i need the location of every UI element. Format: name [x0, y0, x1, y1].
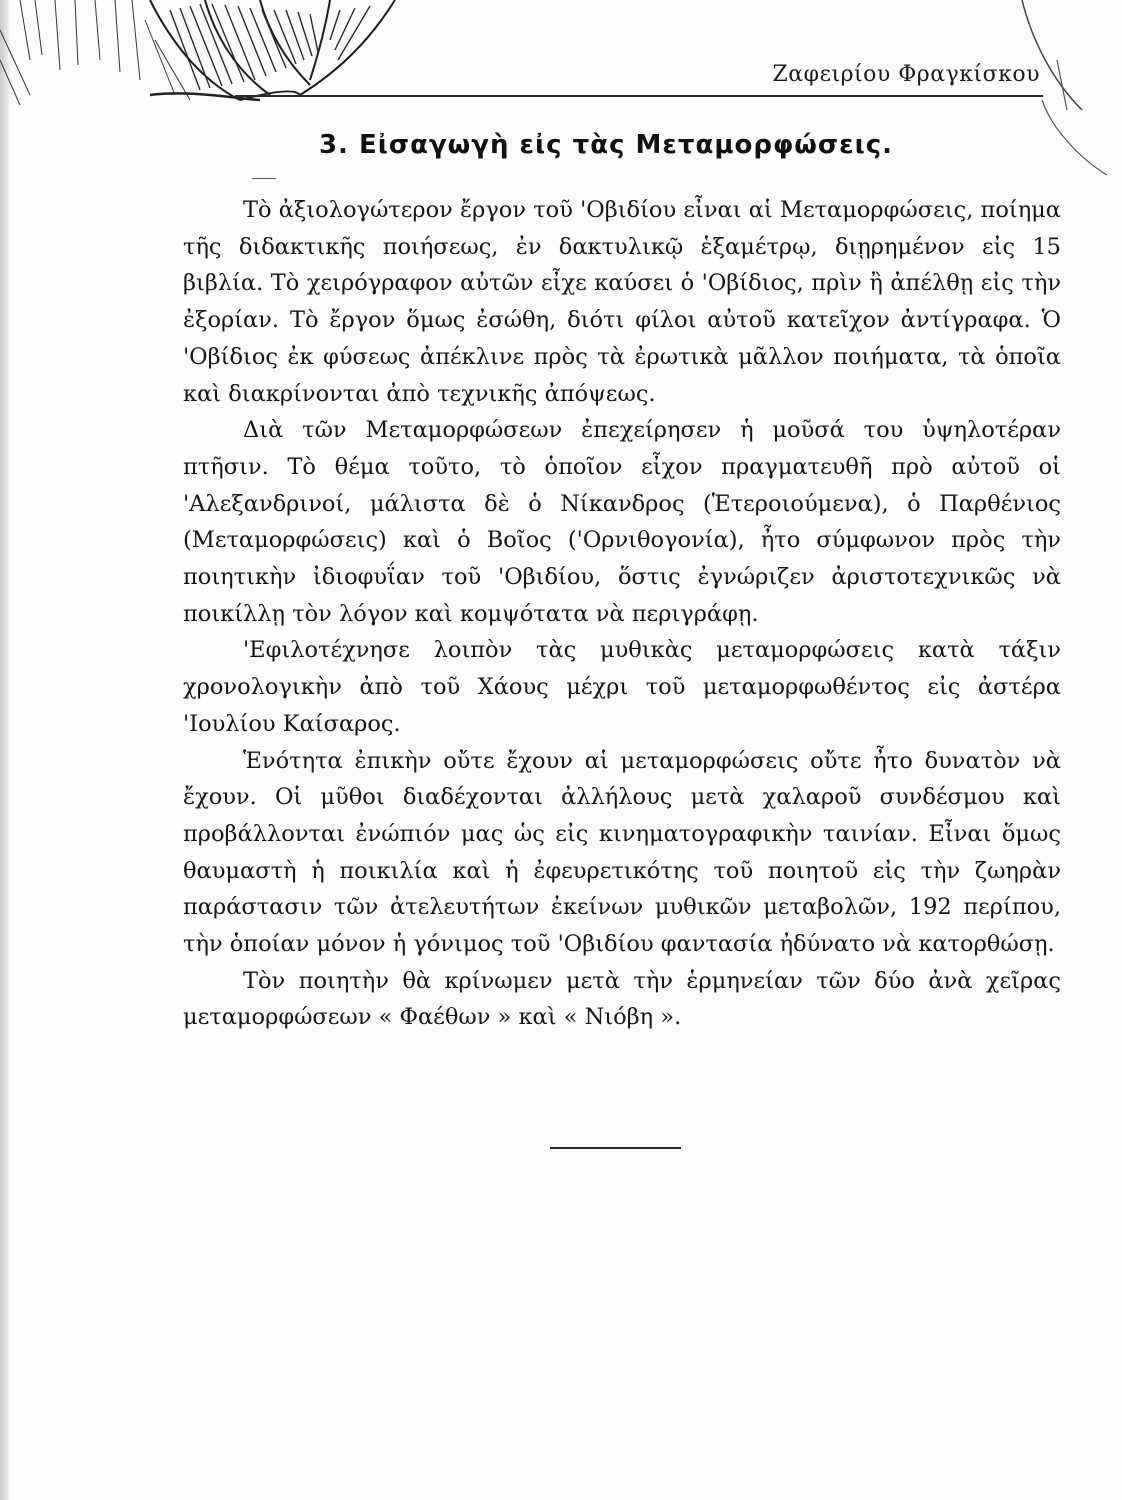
title-underline-mark [252, 178, 276, 179]
page-shadow-edge [0, 0, 10, 1500]
chapter-title: 3. Εἰσαγωγὴ εἰς τὰς Μεταμορφώσεις. [318, 130, 894, 160]
paragraph: Τὸ ἀξιολογώτερον ἔργον τοῦ 'Οβιδίου εἶναι αἱ Μεταμορφώσεις, ποίημα τῆς διδακτικῆς ποιήσεως, ἐν δακτυλικῷ ἑξαμέτρῳ, διῃρημένον εἰς 15 βιβλία. Τὸ χειρόγραφον αὐτῶν εἶχε καύσει ὁ 'Οβίδιος, πρὶν ἢ ἀπέλθῃ εἰς τὴν ἐξορίαν. Τὸ ἔργον ὅμως ἐσώθη, διότι φίλοι αὐτοῦ κατεῖχον ἀντίγραφα. Ὁ 'Οβίδιος ἐκ φύσεως ἀπέκλινε πρὸς τὰ ἐρωτικὰ μᾶλλον ποιήματα, τὰ ὁποῖα καὶ διακρίνονται ἀπὸ τεχνικῆς ἀπόψεως. [183, 197, 1061, 407]
paragraph: Τὸν ποιητὴν θὰ κρίνωμεν μετὰ τὴν ἑρμηνείαν τῶν δύο ἀνὰ χεῖρας μεταμορφώσεων « Φαέθων » καὶ « Νιόβη ». [183, 967, 1061, 1031]
pencil-margin-mark [1012, 0, 1122, 200]
header-rule [235, 95, 1043, 97]
pen-sketch-decoration [0, 0, 420, 110]
paragraph: Διὰ τῶν Μεταμορφώσεων ἐπεχείρησεν ἡ μοῦσά του ὑψηλοτέραν πτῆσιν. Τὸ θέμα τοῦτο, τὸ ὁποῖον εἶχον πραγματευθῆ πρὸ αὐτοῦ οἱ 'Αλεξανδρινοί, μάλιστα δὲ ὁ Νίκανδρος (Ἑτεροιούμενα), ὁ Παρθένιος (Μεταμορφώσεις) καὶ ὁ Βοῖος ('Ορνιθογονία), ἦτο σύμφωνον πρὸς τὴν ποιητικὴν ἰδιοφυΐαν τοῦ 'Οβιδίου, ὅστις ἐγνώριζεν ἀριστοτεχνικῶς νὰ ποικίλλῃ τὸν λόγον καὶ κομψότατα νὰ περιγράφῃ. [183, 417, 1061, 627]
paragraph: Ἑνότητα ἐπικὴν οὔτε ἔχουν αἱ μεταμορφώσεις οὔτε ἦτο δυνατὸν νὰ ἔχουν. Οἱ μῦθοι διαδέχονται ἀλλήλους μετὰ χαλαροῦ συνδέσμου καὶ προβάλλονται ἐνώπιόν μας ὡς εἰς κινηματογραφικὴν ταινίαν. Εἶναι ὅμως θαυμαστὴ ἡ ποικιλία καὶ ἡ ἐφευρετικότης τοῦ ποιητοῦ εἰς τὴν ζωηρὰν παράστασιν τῶν ἀτελευτήτων ἐκείνων μυθικῶν μεταβολῶν, 192 περίπου, τὴν ὁποίαν μόνον ἡ γόνιμος τοῦ 'Οβιδίου φαντασία ἠδύνατο νὰ κατορθώσῃ. [183, 747, 1061, 958]
section-end-rule [550, 1147, 681, 1149]
running-header-author: Ζαφειρίου Φραγκίσκου [772, 62, 1040, 87]
chapter-body [183, 192, 1061, 1036]
paragraph: 'Εφιλοτέχνησε λοιπὸν τὰς μυθικὰς μεταμορφώσεις κατὰ τάξιν χρονολογικὴν ἀπὸ τοῦ Χάους μέχρι τοῦ μεταμορφωθέντος εἰς ἀστέρα 'Ιουλίου Καίσαρος. [183, 637, 1061, 737]
